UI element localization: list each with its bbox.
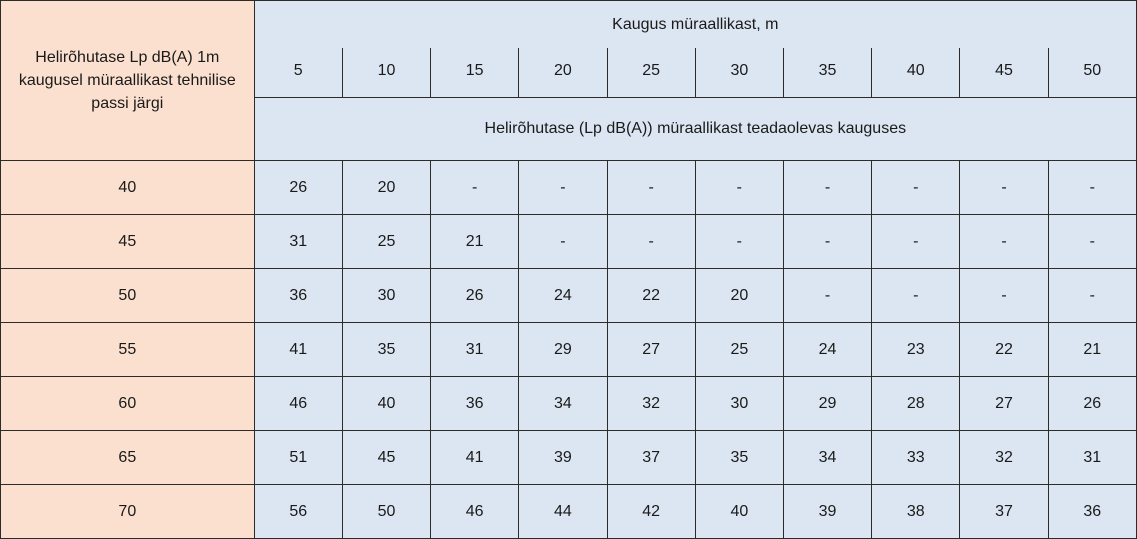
distance-header-15: 15 [431, 48, 519, 98]
table-cell: 21 [431, 215, 519, 269]
table-header-row-group-title [1, 1, 1137, 48]
table-cell: 37 [607, 431, 695, 485]
table-cell: 39 [783, 485, 871, 539]
table-row [1, 269, 1137, 323]
table-cell: 34 [519, 377, 607, 431]
distance-header-40: 40 [872, 48, 960, 98]
table-cell: 36 [1048, 485, 1136, 539]
row-label: 55 [1, 323, 255, 377]
table-cell: - [783, 215, 871, 269]
row-label: 45 [1, 215, 255, 269]
table-cell: 51 [254, 431, 342, 485]
table-cell: 50 [342, 485, 430, 539]
table-cell: 38 [872, 485, 960, 539]
table-cell: 34 [783, 431, 871, 485]
table-cell: 24 [519, 269, 607, 323]
table-cell: 41 [254, 323, 342, 377]
table-cell: 40 [695, 485, 783, 539]
table-cell: - [607, 215, 695, 269]
table-cell: 26 [431, 269, 519, 323]
table-cell: 27 [960, 377, 1048, 431]
table-row [1, 431, 1137, 485]
table-cell: 20 [695, 269, 783, 323]
row-header-title-cell: Helirõhutase Lp dB(A) 1m kaugusel müraallikast tehnilise passi järgi [1, 1, 255, 161]
table-cell: 28 [872, 377, 960, 431]
table-cell: 24 [783, 323, 871, 377]
table-cell: 31 [431, 323, 519, 377]
table-cell: 26 [1048, 377, 1136, 431]
row-label: 70 [1, 485, 255, 539]
table-cell: - [519, 161, 607, 215]
table-cell: 21 [1048, 323, 1136, 377]
table-cell: 42 [607, 485, 695, 539]
table-cell: - [1048, 269, 1136, 323]
table-cell: 35 [695, 431, 783, 485]
table-cell: - [960, 215, 1048, 269]
distance-header-30: 30 [695, 48, 783, 98]
table-cell: - [872, 161, 960, 215]
row-label: 60 [1, 377, 255, 431]
table-cell: - [872, 269, 960, 323]
distance-header-10: 10 [342, 48, 430, 98]
table-row [1, 377, 1137, 431]
table-cell: 40 [342, 377, 430, 431]
table-cell: 36 [431, 377, 519, 431]
table-cell: 26 [254, 161, 342, 215]
table-cell: 41 [431, 431, 519, 485]
row-label: 40 [1, 161, 255, 215]
table-cell: - [783, 161, 871, 215]
table-cell: 31 [1048, 431, 1136, 485]
table-cell: - [431, 161, 519, 215]
table-cell: - [607, 161, 695, 215]
table-cell: 29 [783, 377, 871, 431]
distance-header-20: 20 [519, 48, 607, 98]
table-cell: 36 [254, 269, 342, 323]
sub-header-cell: Helirõhutase (Lp dB(A)) müraallikast teadaolevas kauguses [254, 98, 1136, 161]
table-cell: 35 [342, 323, 430, 377]
distance-header-50: 50 [1048, 48, 1136, 98]
table-cell: - [695, 215, 783, 269]
table-cell: 25 [342, 215, 430, 269]
table-cell: 20 [342, 161, 430, 215]
table-cell: 45 [342, 431, 430, 485]
row-label: 50 [1, 269, 255, 323]
table-cell: 30 [695, 377, 783, 431]
table-cell: - [960, 161, 1048, 215]
table-row [1, 161, 1137, 215]
distance-header-45: 45 [960, 48, 1048, 98]
table-cell: 32 [960, 431, 1048, 485]
table-cell: 30 [342, 269, 430, 323]
table-cell: 37 [960, 485, 1048, 539]
table-cell: 22 [607, 269, 695, 323]
table-cell: - [695, 161, 783, 215]
table-cell: 22 [960, 323, 1048, 377]
table-cell: 27 [607, 323, 695, 377]
table-cell: - [872, 215, 960, 269]
table-cell: - [783, 269, 871, 323]
table-row [1, 485, 1137, 539]
table-cell: 32 [607, 377, 695, 431]
table-cell: 25 [695, 323, 783, 377]
table-row [1, 323, 1137, 377]
distance-header-25: 25 [607, 48, 695, 98]
table-cell: 23 [872, 323, 960, 377]
table-cell: 46 [254, 377, 342, 431]
table-cell: 33 [872, 431, 960, 485]
table-cell: 56 [254, 485, 342, 539]
table-cell: 39 [519, 431, 607, 485]
distance-header-35: 35 [783, 48, 871, 98]
table-cell: 44 [519, 485, 607, 539]
table-cell: 29 [519, 323, 607, 377]
table-cell: - [960, 269, 1048, 323]
table-cell: - [1048, 215, 1136, 269]
table-cell: 46 [431, 485, 519, 539]
distance-header-5: 5 [254, 48, 342, 98]
table-row [1, 215, 1137, 269]
table-cell: - [1048, 161, 1136, 215]
row-label: 65 [1, 431, 255, 485]
table-cell: 31 [254, 215, 342, 269]
table-cell: - [519, 215, 607, 269]
column-group-title-cell: Kaugus müraallikast, m [254, 1, 1136, 48]
